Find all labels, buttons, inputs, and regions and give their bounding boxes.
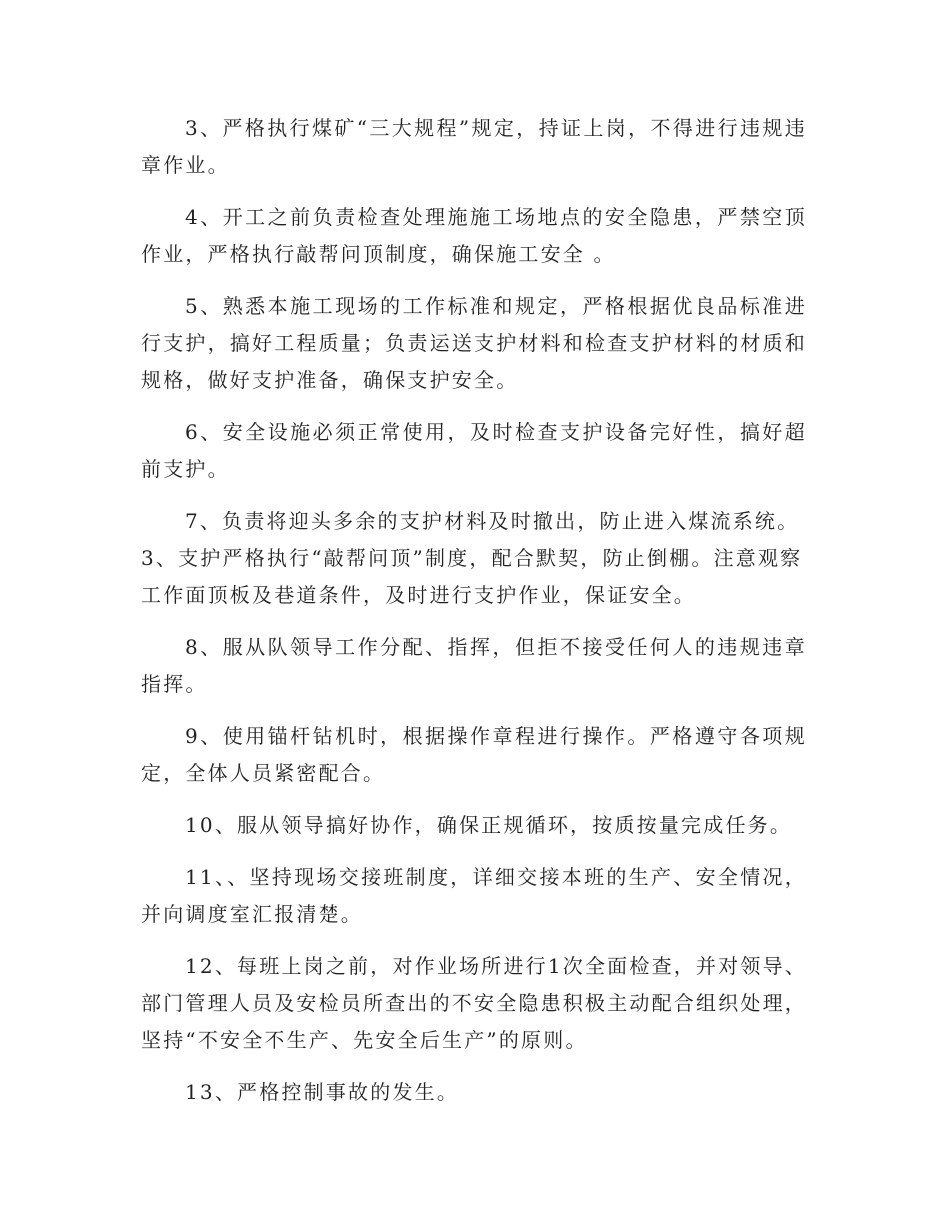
document-body [141, 110, 807, 1126]
paragraph-item-7: 7、负责将迎头多余的支护材料及时撤出，防止进入煤流系统。3、支护严格执行“敲帮问顶”制度，配合默契，防止倒棚。注意观察工作面顶板及巷道条件，及时进行支护作业，保证安全。 [141, 509, 803, 607]
paragraph-item-6: 6、安全设施必须正常使用，及时检查支护设备完好性，搞好超前支护。 [141, 420, 807, 481]
paragraph-item-5: 5、熟悉本施工现场的工作标准和规定，严格根据优良品标准进行支护，搞好工程质量；负责运送支护材料和检查支护材料的材质和规格，做好支护准备，确保支护安全。 [141, 294, 807, 392]
paragraph-item-3: 3、严格执行煤矿“三大规程”规定，持证上岗，不得进行违规违章作业。 [141, 116, 807, 177]
paragraph-item-9: 9、使用锚杆钻机时，根据操作章程进行操作。严格遵守各项规定，全体人员紧密配合。 [141, 724, 807, 785]
paragraph-item-11: 11、、坚持现场交接班制度，详细交接本班的生产、安全情况，并向调度室汇报清楚。 [141, 865, 807, 926]
paragraph-item-10: 10、服从领导搞好协作，确保正规循环，按质按量完成任务。 [185, 813, 793, 837]
paragraph-item-8: 8、服从队领导工作分配、指挥，但拒不接受任何人的违规违章指挥。 [141, 635, 807, 696]
paragraph-item-12: 12、每班上岗之前，对作业场所进行1次全面检查，并对领导、部门管理人员及安检员所查出的不安全隐患积极主动配合组织处理，坚持“不安全不生产、先安全后生产”的原则。 [141, 954, 807, 1052]
paragraph-item-13: 13、严格控制事故的发生。 [185, 1080, 460, 1104]
paragraph-item-4: 4、开工之前负责检查处理施施工场地点的安全隐患，严禁空顶作业，严格执行敲帮问顶制度，确保施工安全 。 [141, 205, 807, 266]
